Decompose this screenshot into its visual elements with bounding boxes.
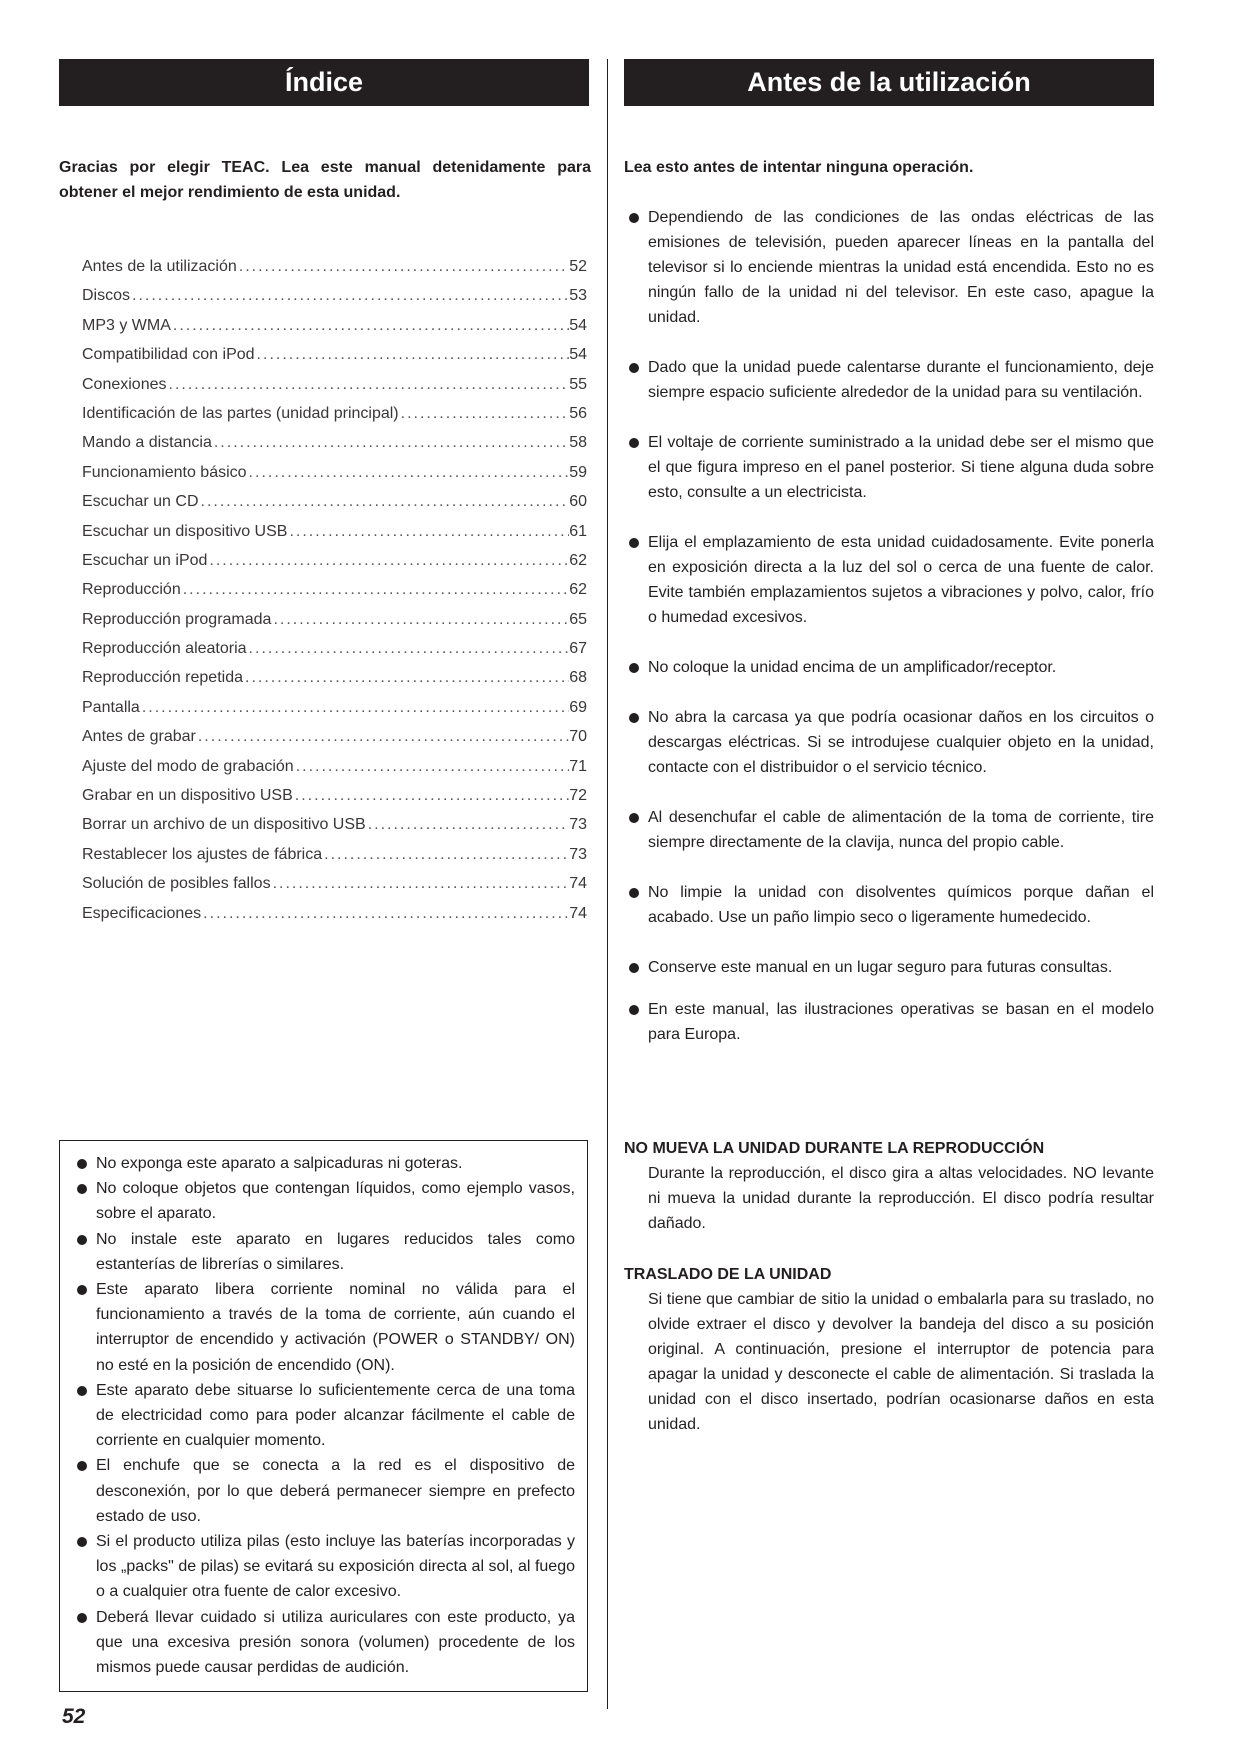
toc-entry-title: Discos: [82, 287, 131, 305]
toc-entry: [82, 752, 587, 781]
bullet-icon: [77, 1184, 87, 1194]
precaution-item-text: No coloque la unidad encima de un amplificador/receptor.: [648, 659, 1057, 676]
toc-leader-dots: [247, 634, 570, 663]
no-move-body: Durante la reproducción, el disco gira a altas velocidades. NO levante ni mueva la unidad durante la reproducción. El disco podría resultar dañado.: [648, 1165, 1154, 1232]
toc-leader-dots: [212, 428, 569, 457]
toc-entry-page: 58: [569, 434, 587, 452]
toc-entry: [82, 458, 587, 487]
precautions-list: [624, 205, 1154, 1064]
bullet-icon: [629, 963, 639, 973]
toc-entry-title: Escuchar un CD: [82, 493, 199, 511]
safety-item-text: Si el producto utiliza pilas (esto incluye las baterías incorporadas y los „packs" de pilas) se evitará su exposición directa al sol, al fuego o a cualquier otra fuente de calor excesivo.: [96, 1533, 575, 1601]
toc-leader-dots: [196, 722, 569, 751]
safety-item: [76, 1529, 575, 1605]
toc-leader-dots: [287, 517, 569, 546]
precaution-item: [624, 955, 1154, 980]
toc-entry-page: 73: [569, 816, 587, 834]
precaution-item-text: Dado que la unidad puede calentarse durante el funcionamiento, deje siempre espacio suficiente alrededor de la unidad para su ventilación.: [648, 359, 1154, 401]
bullet-icon: [77, 1159, 87, 1169]
toc-entry-title: Escuchar un dispositivo USB: [82, 522, 288, 540]
precaution-item: [624, 880, 1154, 930]
toc-entry-page: 54: [569, 316, 587, 334]
precaution-item-text: No limpie la unidad con disolventes químicos porque dañan el acabado. Use un paño limpio seco o ligeramente humedecido.: [648, 884, 1154, 926]
precaution-item-text: Dependiendo de las condiciones de las ondas eléctricas de las emisiones de televisión, pueden aparecer líneas en la pantalla del televisor si lo enciende mientras la unidad está encendida. Esto no es ningún fallo de la unidad ni del televisor. En este caso, apague la unidad.: [648, 209, 1154, 326]
toc-leader-dots: [207, 546, 569, 575]
toc-leader-dots: [271, 605, 569, 634]
safety-warning-box: [59, 1140, 588, 1692]
toc-entry: [82, 869, 587, 898]
precaution-item-text: No abra la carcasa ya que podría ocasionar daños en los circuitos o descargas eléctricas. Si se introdujese cualquier objeto en la unidad, contacte con el distribuidor o el servicio técnico.: [648, 709, 1154, 776]
toc-entry-title: Antes de grabar: [82, 728, 196, 746]
safety-item: [76, 1277, 575, 1378]
toc-entry: [82, 311, 587, 340]
toc-entry: [82, 810, 587, 839]
toc-leader-dots: [293, 781, 569, 810]
toc-entry: [82, 605, 587, 634]
toc-entry: [82, 399, 587, 428]
precaution-item: [624, 705, 1154, 780]
safety-item-text: Deberá llevar cuidado si utiliza auriculares con este producto, ya que una excesiva presión sonora (volumen) procedente de los mismos puede causar perdidas de audición.: [96, 1608, 575, 1677]
toc-entry-page: 62: [569, 551, 587, 569]
toc-entry-page: 72: [569, 787, 587, 805]
toc-leader-dots: [322, 840, 569, 869]
no-move-title: NO MUEVA LA UNIDAD DURANTE LA REPRODUCCIÓN: [624, 1140, 1045, 1157]
precaution-item-text: En este manual, las ilustraciones operativas se basan en el modelo para Europa.: [648, 1001, 1154, 1043]
toc-leader-dots: [399, 399, 570, 428]
before-use-header: Antes de la utilización: [624, 59, 1154, 106]
toc-entry: [82, 487, 587, 516]
toc-entry: [82, 663, 587, 692]
table-of-contents: [82, 252, 587, 928]
toc-leader-dots: [199, 487, 570, 516]
toc-entry-page: 68: [569, 669, 587, 687]
bullet-icon: [629, 888, 639, 898]
toc-leader-dots: [181, 575, 569, 604]
bullet-icon: [77, 1285, 87, 1295]
toc-leader-dots: [243, 663, 569, 692]
toc-entry-page: 54: [569, 346, 587, 364]
toc-entry: [82, 370, 587, 399]
toc-entry-page: 60: [569, 493, 587, 511]
toc-entry-title: Borrar un archivo de un dispositivo USB: [82, 816, 366, 834]
toc-entry: [82, 840, 587, 869]
toc-entry-title: MP3 y WMA: [82, 316, 171, 334]
toc-leader-dots: [201, 899, 569, 928]
bullet-icon: [77, 1613, 87, 1623]
no-move-section: [624, 1136, 1154, 1236]
toc-leader-dots: [255, 340, 570, 369]
toc-entry-page: 52: [569, 258, 587, 275]
toc-entry-page: 61: [569, 522, 587, 540]
toc-entry-title: Reproducción programada: [82, 610, 272, 628]
toc-entry: [82, 517, 587, 546]
safety-item-text: No coloque objetos que contengan líquidos, como ejemplo vasos, sobre el aparato.: [96, 1180, 575, 1223]
precaution-item-text: Elija el emplazamiento de esta unidad cuidadosamente. Evite ponerla en exposición directa a la luz del sol o cerca de una fuente de calor. Evite también emplazamientos sujetos a vibraciones y polvo, calor, frío o humedad excesivos.: [648, 534, 1154, 626]
safety-item: [76, 1453, 575, 1529]
bullet-icon: [77, 1235, 87, 1245]
toc-entry-title: Antes de la utilización: [82, 258, 237, 275]
safety-item-text: Este aparato libera corriente nominal no válida para el funcionamiento a través de la toma de corriente, aún cuando el interruptor de encendido y activación (POWER o STANDBY/ ON) no esté en la posición de encendido (ON).: [96, 1281, 575, 1374]
toc-entry-title: Compatibilidad con iPod: [82, 346, 255, 364]
toc-leader-dots: [140, 693, 569, 722]
bullet-icon: [629, 713, 639, 723]
toc-entry-page: 74: [569, 904, 587, 922]
toc-entry-page: 59: [569, 463, 587, 481]
toc-entry-title: Mando a distancia: [82, 434, 212, 452]
bullet-icon: [629, 663, 639, 673]
toc-leader-dots: [130, 281, 569, 310]
safety-item: [76, 1378, 575, 1454]
toc-entry-title: Restablecer los ajustes de fábrica: [82, 845, 323, 863]
toc-entry: [82, 428, 587, 457]
toc-entry: [82, 546, 587, 575]
toc-entry-title: Reproducción aleatoria: [82, 640, 247, 658]
precaution-item: [624, 997, 1154, 1047]
toc-entry: [82, 693, 587, 722]
toc-entry-title: Reproducción: [82, 581, 181, 599]
safety-item-text: No exponga este aparato a salpicaduras ni goteras.: [96, 1155, 463, 1172]
precaution-item-text: El voltaje de corriente suministrado a la unidad debe ser el mismo que el que figura impreso en el panel posterior. Si tiene alguna duda sobre esto, consulte a un electricista.: [648, 434, 1154, 501]
column-divider: [607, 59, 608, 1709]
toc-entry-title: Grabar en un dispositivo USB: [82, 787, 293, 805]
precaution-item: [624, 655, 1154, 680]
safety-item-text: El enchufe que se conecta a la red es el dispositivo de desconexión, por lo que deberá permanecer siempre en prefecto estado de uso.: [96, 1457, 575, 1525]
toc-entry: [82, 899, 587, 928]
toc-entry: [82, 722, 587, 751]
toc-entry-page: 70: [569, 728, 587, 746]
toc-entry: [82, 634, 587, 663]
safety-item: [76, 1151, 575, 1176]
bullet-icon: [629, 538, 639, 548]
toc-entry-page: 74: [569, 875, 587, 893]
precaution-item: [624, 205, 1154, 330]
precaution-item: [624, 530, 1154, 630]
toc-entry: [82, 340, 587, 369]
toc-entry-title: Identificación de las partes (unidad principal): [82, 404, 399, 422]
toc-entry-page: 56: [569, 404, 587, 422]
toc-leader-dots: [171, 311, 569, 340]
toc-entry: [82, 281, 587, 310]
toc-entry-page: 67: [569, 640, 587, 658]
toc-entry-title: Especificaciones: [82, 904, 202, 922]
toc-leader-dots: [167, 370, 570, 399]
bullet-icon: [629, 213, 639, 223]
precaution-item: [624, 430, 1154, 505]
safety-item: [76, 1176, 575, 1226]
safety-item: [76, 1605, 575, 1681]
precaution-item-text: Conserve este manual en un lugar seguro para futuras consultas.: [648, 959, 1113, 976]
index-header: Índice: [59, 59, 589, 106]
bullet-icon: [629, 813, 639, 823]
toc-entry-title: Conexiones: [82, 375, 167, 393]
toc-entry-page: 62: [569, 581, 587, 599]
toc-entry-title: Pantalla: [82, 698, 140, 716]
transport-section: [624, 1262, 1154, 1437]
toc-entry-page: 69: [569, 698, 587, 716]
transport-title: TRASLADO DE LA UNIDAD: [624, 1266, 832, 1283]
toc-entry-page: 53: [569, 287, 587, 305]
toc-leader-dots: [366, 810, 570, 839]
safety-item-text: No instale este aparato en lugares reducidos tales como estanterías de librerías o similares.: [96, 1230, 575, 1273]
toc-entry-title: Ajuste del modo de grabación: [82, 757, 294, 775]
toc-entry-title: Funcionamiento básico: [82, 463, 247, 481]
precaution-item-text: Al desenchufar el cable de alimentación de la toma de corriente, tire siempre directamente de la clavija, nunca del propio cable.: [648, 809, 1154, 851]
toc-entry: [82, 575, 587, 604]
toc-entry-page: 65: [569, 610, 587, 628]
toc-entry-page: 55: [569, 375, 587, 393]
bullet-icon: [77, 1386, 87, 1396]
bullet-icon: [629, 438, 639, 448]
toc-leader-dots: [271, 869, 570, 898]
bullet-icon: [77, 1537, 87, 1547]
intro-text: Gracias por elegir TEAC. Lea este manual detenidamente para obtener el mejor rendimiento de esta unidad.: [59, 159, 591, 201]
toc-entry: [82, 252, 587, 281]
safety-item-text: Este aparato debe situarse lo suficientemente cerca de una toma de electricidad como para poder alcanzar fácilmente el cable de corriente en cualquier momento.: [96, 1381, 575, 1450]
toc-entry-page: 71: [569, 757, 587, 775]
toc-entry: [82, 781, 587, 810]
precaution-item: [624, 805, 1154, 855]
toc-leader-dots: [247, 458, 570, 487]
toc-leader-dots: [294, 752, 570, 781]
toc-entry-page: 73: [569, 845, 587, 863]
bullet-icon: [629, 363, 639, 373]
precaution-item: [624, 355, 1154, 405]
toc-entry-title: Solución de posibles fallos: [82, 875, 271, 893]
safety-item: [76, 1227, 575, 1277]
toc-entry-title: Reproducción repetida: [82, 669, 243, 687]
bullet-icon: [629, 1005, 639, 1015]
toc-leader-dots: [237, 252, 569, 281]
page-number: 52: [62, 1705, 86, 1728]
toc-entry-title: Escuchar un iPod: [82, 551, 208, 569]
bullet-icon: [77, 1461, 87, 1471]
transport-body: Si tiene que cambiar de sitio la unidad o embalarla para su traslado, no olvide extraer el disco y devolver la bandeja del disco a su posición original. A continuación, presione el interruptor de potencia para apagar la unidad y desconecte el cable de alimentación. Si traslada la unidad con el disco insertado, podrían ocasionarse daños en esta unidad.: [648, 1291, 1154, 1433]
right-lead: Lea esto antes de intentar ninguna operación.: [624, 159, 974, 176]
